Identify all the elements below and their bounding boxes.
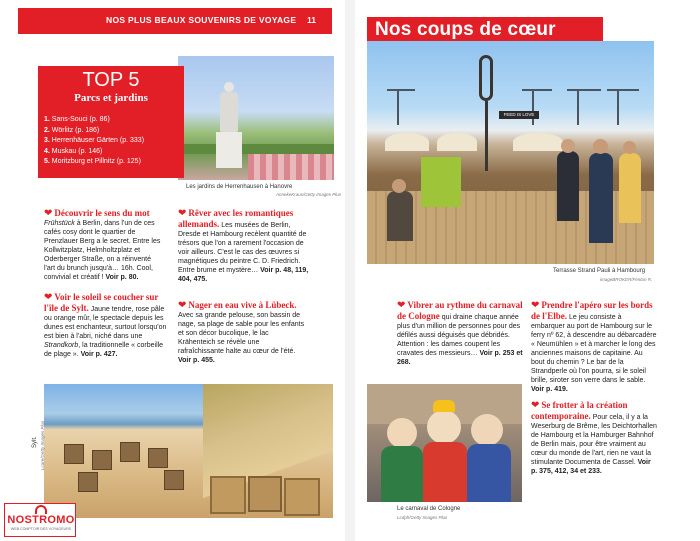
person-shape <box>589 153 613 243</box>
article-body: Pour cela, il y a la Weserburg de Brême, les Deichtorhallen de Hambourg et la Hamburger Bahnhof de Berlin mais, pour être vraiment au cœur du monde de l'art, rien ne vaut la stimulante Documenta de Cassel. <box>531 414 657 466</box>
hedge-shape <box>178 144 334 154</box>
article-heading: Rêver avec les romantiques allemands. <box>178 208 294 229</box>
crane-shape <box>607 89 639 91</box>
heart-icon: ❤ <box>531 300 540 311</box>
article-creation <box>531 400 657 476</box>
person-head-shape <box>593 139 608 154</box>
article-body: Avec sa grande pelouse, son bassin de nage, sa plage de sable pour les enfants et son décor bucolique, le lac Krähenteich se révèle une rafraîchissante halte au cœur de l'été. <box>178 312 305 355</box>
person-shape <box>387 191 413 241</box>
logo-name: NOSTROMO <box>7 514 75 526</box>
crane-shape <box>397 89 399 125</box>
page-number: 11 <box>307 15 316 25</box>
carnival-photo-caption: Le carnaval de Cologne <box>397 506 461 512</box>
beach-photo <box>44 384 333 518</box>
statue-body <box>220 92 238 132</box>
statue-pedestal <box>216 132 242 168</box>
beach-chair-shape <box>210 476 246 514</box>
terrace-photo <box>367 41 654 264</box>
article-heading: Découvrir le sens du mot <box>54 208 150 218</box>
person-shape <box>619 153 641 223</box>
carnival-figure-head <box>471 414 503 446</box>
crane-shape <box>522 89 552 91</box>
beach-chair-shape <box>164 470 184 490</box>
left-page <box>0 0 345 541</box>
carnival-hat-shape <box>433 400 455 412</box>
article-heading: Prendre l'apéro sur les bords de l'Elbe. <box>531 300 653 321</box>
article-body: Le jeu consiste à embarquer au port de Hambourg sur le ferry nº 62, à descendre au débarcadère « Neumühlen » et à marcher le long des anciennes maisons de capitaine. Au bout du chemin ? Le bar de la Strandperle où l'on pourra, si le soleil brille, siroter son verre dans le sable. <box>531 314 657 384</box>
crane-shape <box>577 89 579 125</box>
crane-shape <box>567 89 601 91</box>
beach-photo-caption: Sylt. <box>32 436 38 448</box>
article-ref: Voir p. 419. <box>531 386 568 393</box>
article-ref: Voir p. 253 et 268. <box>397 350 523 366</box>
carnival-figure-body <box>467 444 511 502</box>
beach-chair-shape <box>92 450 112 470</box>
article-ref: Voir p. 375, 412, 34 et 233. <box>531 459 651 475</box>
crane-shape <box>387 89 415 91</box>
person-head-shape <box>561 139 575 153</box>
terrace-photo-caption: Terrasse Strand Pauli à Hambourg <box>553 268 646 274</box>
top5-item: 4. Muskau (p. 146) <box>44 147 103 155</box>
person-head-shape <box>623 141 636 154</box>
heart-icon: ❤ <box>531 400 540 411</box>
article-body: , la traditionnelle « corbeille de plage ». <box>44 342 164 358</box>
beach-chair-shape <box>64 444 84 464</box>
logo-arch-icon <box>35 505 47 514</box>
beach-chair-shape <box>284 478 320 516</box>
garden-photo-credit: AnnekeKraus/Getty Images Plus <box>276 192 342 197</box>
article-ref: Voir p. 455. <box>178 357 215 364</box>
nostromo-logo <box>4 503 76 537</box>
article-carnaval <box>397 300 523 367</box>
section-title: Nos coups de cœur <box>375 19 556 40</box>
statue-shape <box>216 82 242 168</box>
article-heading: Nager en eau vive à Lübeck. <box>188 300 297 310</box>
article-body: Les musées de Berlin, Dresde et Hambourg recèlent quantité de trésors que l'on a rarement l'occasion de voir ailleurs. C'est le cas des œuvres si magnétiques du peintre C. D. Friedrich. Entre brume et mystère… <box>178 222 307 274</box>
article-body: qui draine chaque année plus d'un million de personnes pour des défilés aussi déguisés que débridés. Attention : les dames coupent les cravates des messieurs… <box>397 314 521 357</box>
left-page-header <box>18 8 332 34</box>
heart-icon: ❤ <box>397 300 406 311</box>
article-ref: Voir p. 80. <box>105 274 139 281</box>
statue-head <box>224 82 234 92</box>
article-fruhstuck <box>44 208 162 282</box>
article-heading: Voir le soleil se coucher sur l'île de Sylt. <box>44 292 159 313</box>
flowerbed-shape <box>248 154 334 180</box>
umbrella-shape <box>437 133 477 151</box>
article-heading: Se frotter à la création contemporaine. <box>531 400 628 421</box>
terrace-photo-credit: imageBROKER/Fenton R. <box>600 277 653 282</box>
article-body-italic: Strandkorb <box>44 342 79 349</box>
spread-gutter <box>345 0 355 541</box>
beach-photo-credit: Lcare/Getty Images Plus <box>40 420 45 470</box>
lamp-sculpture-shape <box>479 55 493 101</box>
carnival-photo-credit: Lcdph/Getty Images Plus <box>397 515 448 520</box>
article-sylt <box>44 292 168 359</box>
lamp-pole-shape <box>485 101 488 171</box>
carnival-figure-head <box>387 418 417 448</box>
feed-is-love-sign: FEED IS LOVE <box>499 111 539 119</box>
carnival-figure-head <box>427 410 461 444</box>
top5-item: 2. Wörlitz (p. 186) <box>44 126 100 134</box>
running-title: NOS PLUS BEAUX SOUVENIRS DE VOYAGE <box>106 15 297 25</box>
article-lubeck <box>178 300 306 365</box>
person-shape <box>557 151 579 221</box>
heart-icon: ❤ <box>178 300 187 311</box>
carnival-figure-body <box>423 442 467 502</box>
article-body: à Berlin, dans l'un de ces cafés cosy dont le quartier de Prenzlauer Berg a le secret. Entre les Kollwitzplatz, Helmholtzplatz et Oderberger Straße, on a réinventé l'art du brunch jusqu'à… 16h. Cool, convivial et créatif ! <box>44 220 161 281</box>
carnival-figure-body <box>381 446 423 502</box>
crane-shape <box>532 89 534 125</box>
top5-subtitle: Parcs et jardins <box>74 92 148 104</box>
green-kiosk-shape <box>421 157 461 207</box>
top5-item: 5. Moritzburg et Pillnitz (p. 125) <box>44 158 141 166</box>
beach-chair-shape <box>120 442 140 462</box>
right-page <box>355 0 700 541</box>
garden-photo <box>178 56 334 180</box>
article-romantiques <box>178 208 310 284</box>
top5-box <box>38 66 184 178</box>
article-ref: Voir p. 48, 119, 404, 475. <box>178 267 309 283</box>
top5-list <box>44 116 144 169</box>
beach-chair-shape <box>248 476 282 512</box>
article-apero <box>531 300 657 394</box>
heart-icon: ❤ <box>178 208 187 219</box>
crane-shape <box>617 89 619 125</box>
top5-item: 1. Sans-Souci (p. 86) <box>44 116 110 123</box>
person-head-shape <box>392 179 406 193</box>
article-body: Jaune tendre, rose pâle ou orange mûr, le spectacle depuis les dunes est enchanteur, surtout lorsqu'on est bien à l'abri, niché dans une <box>44 306 167 340</box>
article-heading: Vibrer au rythme du carnaval de Cologne <box>397 300 523 321</box>
heart-icon: ❤ <box>44 292 53 303</box>
top5-title: TOP 5 <box>82 69 140 91</box>
logo-tagline: WEB COMPTOIR DES VOYAGEURS <box>10 527 72 531</box>
umbrella-shape <box>385 133 429 151</box>
top5-item: 3. Herrenhäuser Gärten (p. 333) <box>44 137 145 145</box>
beach-chair-shape <box>78 472 98 492</box>
heart-icon: ❤ <box>44 208 53 219</box>
umbrella-shape <box>513 133 563 151</box>
article-heading-italic: Frühstück <box>44 220 75 227</box>
article-ref: Voir p. 427. <box>80 351 118 358</box>
carnival-photo <box>367 384 522 502</box>
beach-chair-shape <box>148 448 168 468</box>
right-page-header <box>367 17 603 43</box>
garden-photo-caption: Les jardins de Herrenhausen à Hanovre <box>186 184 293 190</box>
